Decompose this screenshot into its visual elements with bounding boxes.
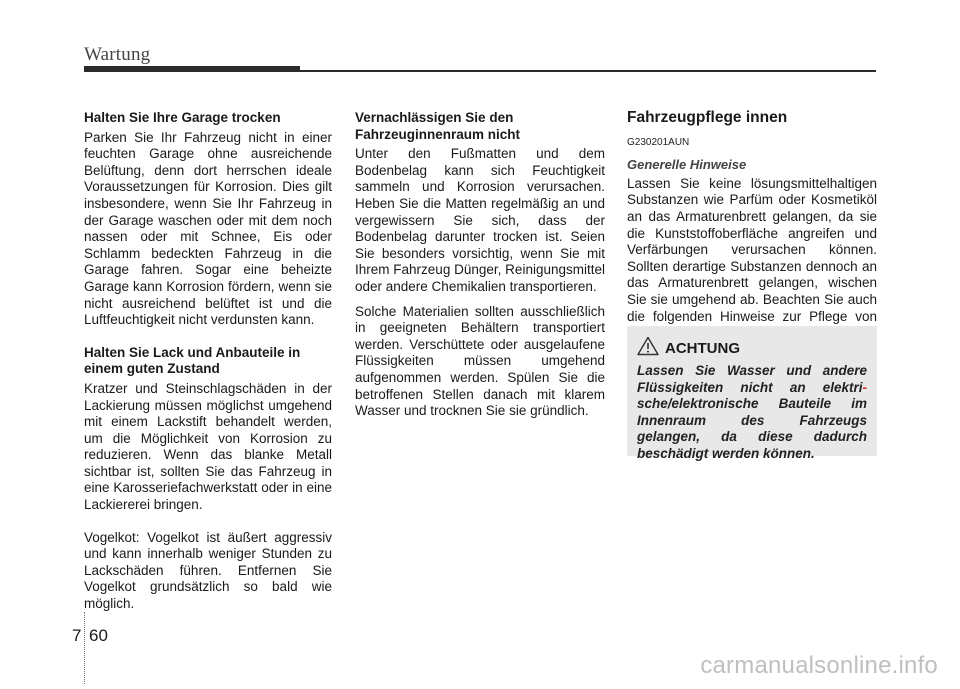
section-code: G230201AUN bbox=[627, 136, 690, 148]
paragraph-interior-materials: Solche Materialien sollten ausschließlich in geeigneten Behältern transportiert werden. Verschüttete oder ausgelaufene Flüssigkeiten müssen umgehend aufgenommen werden. Spülen Sie die betroffenen Stellen danach mit klarem Wasser und trocknen Sie sie gründlich. bbox=[355, 303, 605, 419]
footer-divider bbox=[84, 612, 86, 684]
section-header-title: Wartung bbox=[84, 44, 151, 65]
caution-box bbox=[627, 326, 877, 461]
footer-page-number: 60 bbox=[89, 626, 108, 645]
paragraph-garage: Parken Sie Ihr Fahrzeug nicht in einer feuchten Garage ohne ausreichende Belüftung, denn dort herrschen ideale Voraussetzungen für Korrosion. Dies gilt insbesondere, wenn Sie Ihr Fahrzeug in der Garage waschen oder mit dem noch nassen oder mit Schnee, Eis oder Schlamm bedeckten Fahrzeug in die Garage fahren. Sogar eine beheizte Garage kann Korrosion fördern, wenn sie nicht ausreichend belüftet ist und die Luftfeuchtigkeit nicht verdunsten kann. bbox=[84, 129, 332, 328]
caution-title: ACHTUNG bbox=[665, 340, 740, 357]
caution-text-part-b: sche/elektronische Bauteile im Innenraum des Fahrzeugs gelangen, da diese dadurch beschädigt werden können. bbox=[637, 396, 867, 461]
caution-text bbox=[637, 363, 867, 463]
watermark-text: carmanualsonline.info bbox=[700, 652, 938, 679]
caution-header bbox=[637, 336, 867, 361]
paragraph-bird-droppings: Vogelkot: Vogelkot ist äußert aggressiv und kann innerhalb weniger Stunden zu Lackschäden führen. Entfernen Sie Vogelkot grundsätzlich so bald wie möglich. bbox=[84, 529, 332, 612]
heading-paint: Halten Sie Lack und Anbauteile in einem guten Zustand bbox=[84, 344, 301, 377]
paragraph-paint: Kratzer und Steinschlagschäden in der Lackierung müssen möglichst umgehend mit einem Lackstift behandelt werden, um die Möglichkeit von Korrosion zu reduzieren. Wenn das blanke Metall sichtbar ist, sollten Sie das Fahrzeug in eine Karosseriefachwerkstatt oder in eine Lackiererei bringen. bbox=[84, 380, 332, 513]
column-3 bbox=[627, 110, 877, 350]
paragraph-interior-moisture: Unter den Fußmatten und dem Bodenbelag kann sich Feuchtigkeit sammeln und Korrosion verursachen. Heben Sie die Matten regelmäßig an und vergewissern Sie sich, dass der Bodenbelag darunter trocken ist. Seien Sie besonders vorsichtig, wenn Sie mit Ihrem Fahrzeug Dünger, Reinigungsmittel oder andere Chemikalien transportieren. bbox=[355, 146, 605, 294]
paragraph-general-notes: Lassen Sie keine lösungsmittelhaltigen Substanzen wie Parfüm oder Kosmetiköl an das Armaturenbrett gelangen, da sie die Kunststoffoberfläche angreifen und Verfärbungen verursachen können. Sollten derartige Substanzen dennoch an das Armaturenbrett gelangen, wischen Sie sie umgehend ab. Beachten Sie auch die folgenden Hinweise zur Pflege von bbox=[627, 175, 877, 324]
column-1 bbox=[84, 110, 332, 621]
header-rule-thick bbox=[84, 66, 300, 72]
heading-interior: Vernachlässigen Sie den Fahrzeuginnenraum nicht bbox=[355, 110, 521, 142]
caution-hyphen: - bbox=[862, 379, 867, 395]
section-title-interior-care: Fahrzeugpflege innen bbox=[627, 109, 788, 126]
footer-chapter-number: 7 bbox=[72, 626, 82, 645]
header-rule-thin bbox=[300, 70, 876, 72]
subheading-general-notes: Generelle Hinweise bbox=[627, 157, 747, 173]
warning-triangle-icon bbox=[637, 336, 659, 361]
heading-garage: Halten Sie Ihre Garage trocken bbox=[84, 110, 281, 125]
column-2 bbox=[355, 110, 605, 428]
caution-text-part-a: Lassen Sie Wasser und andere Flüssigkeiten nicht an elektri bbox=[637, 363, 867, 395]
